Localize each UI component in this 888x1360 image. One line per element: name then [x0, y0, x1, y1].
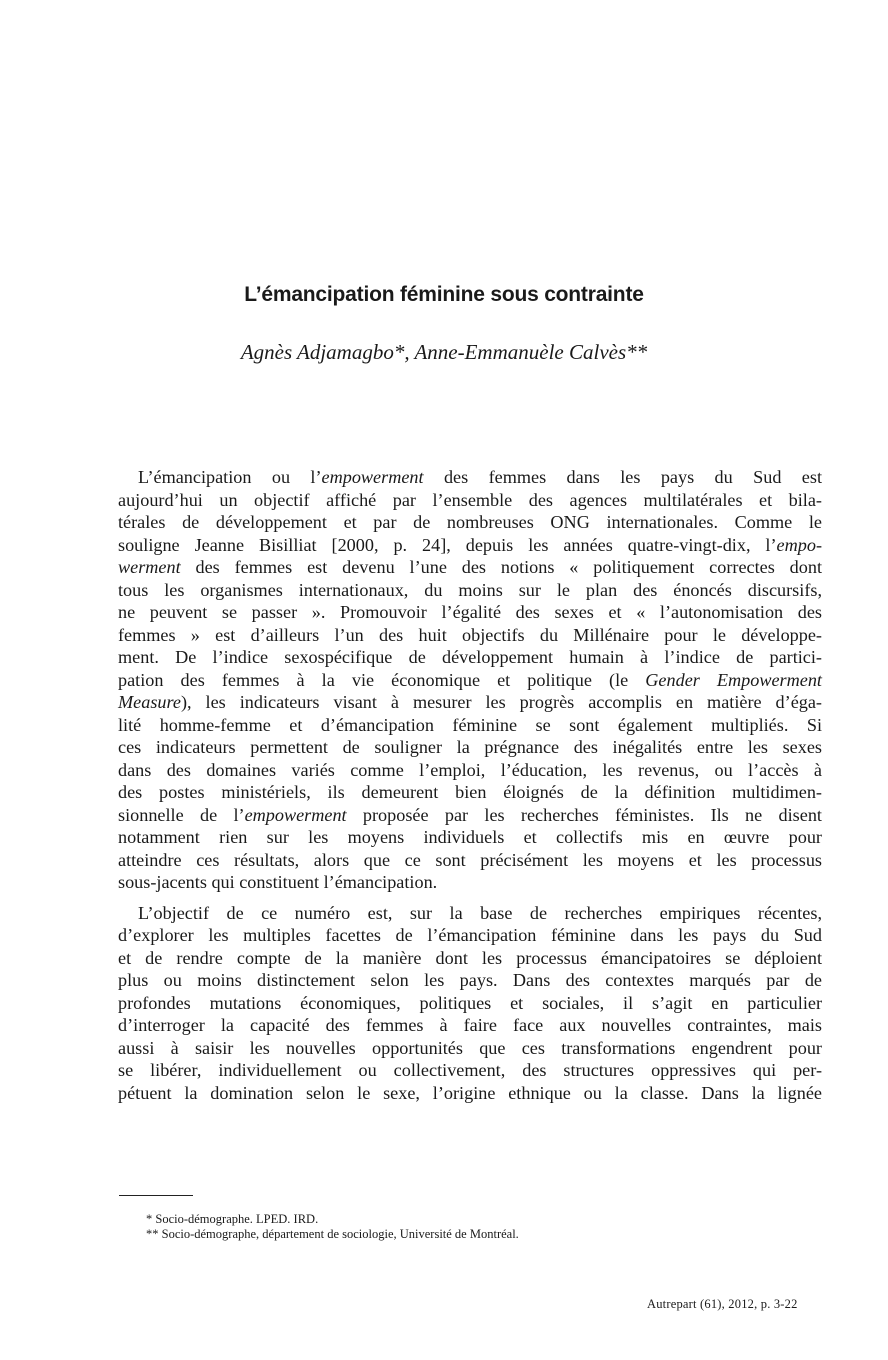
text-line: atteindre ces résultats, alors que ce sont précisément les moyens et les processus [118, 849, 822, 870]
article-authors: Agnès Adjamagbo*, Anne-Emmanuèle Calvès** [240, 340, 648, 364]
text-line: L’objectif de ce numéro est, sur la base de recherches empiriques récentes, [138, 902, 822, 923]
footnote-1: * Socio-démographe. LPED. IRD. [146, 1212, 319, 1226]
footnotes [146, 1212, 519, 1242]
text-line: plus ou moins distinctement selon les pays. Dans des contextes marqués par de [118, 970, 822, 990]
paragraph [118, 466, 822, 894]
text-line: des postes ministériels, ils demeurent bien éloignés de la définition multidimen- [118, 782, 822, 802]
text-line: pation des femmes à la vie économique et politique (le Gender Empowerment [118, 669, 822, 690]
text-line: aussi à saisir les nouvelles opportunités que ces transformations engendrent pour [118, 1037, 822, 1058]
text-line: notamment rien sur les moyens individuels et collectifs mis en œuvre pour [118, 827, 822, 847]
text-line: térales de développement et par de nombreuses ONG internationales. Comme le [118, 512, 822, 532]
footnote-2: ** Socio-démographe, département de sociologie, Université de Montréal. [146, 1227, 519, 1241]
text-line: femmes » est d’ailleurs l’un des huit objectifs du Millénaire pour le développe- [118, 624, 822, 645]
text-line: tous les organismes internationaux, du moins sur le plan des énoncés discursifs, [118, 579, 822, 600]
text-line: d’explorer les multiples facettes de l’émancipation féminine dans les pays du Sud [118, 925, 822, 945]
text-line: L’émancipation ou l’empowerment des femmes dans les pays du Sud est [138, 467, 823, 487]
journal-citation: Autrepart (61), 2012, p. 3-22 [647, 1297, 798, 1311]
text-line: souligne Jeanne Bisilliat [2000, p. 24], depuis les années quatre-vingt-dix, l’empo- [118, 534, 822, 555]
text-line: dans des domaines variés comme l’emploi, l’éducation, les revenus, ou l’accès à [118, 759, 822, 780]
text-line: lité homme-femme et d’émancipation féminine se sont également multipliés. Si [118, 714, 822, 735]
text-line: ne peuvent se passer ». Promouvoir l’égalité des sexes et « l’autonomisation des [118, 602, 822, 622]
text-line: Measure), les indicateurs visant à mesurer les progrès accomplis en matière d’éga- [118, 692, 822, 712]
text-line: sous-jacents qui constituent l’émancipation. [118, 872, 438, 892]
text-line: pétuent la domination selon le sexe, l’origine ethnique ou la classe. Dans la lignée [118, 1082, 822, 1103]
article-title: L’émancipation féminine sous contrainte [244, 283, 644, 306]
article-body [118, 466, 822, 1112]
text-line: d’interroger la capacité des femmes à faire face aux nouvelles contraintes, mais [118, 1015, 822, 1035]
text-line: et de rendre compte de la manière dont les processus émancipatoires se déploient [118, 947, 822, 968]
footnote-divider [119, 1195, 193, 1196]
paragraph [118, 902, 822, 1105]
text-line: ment. De l’indice sexospécifique de développement humain à l’indice de partici- [118, 647, 822, 667]
text-line: se libérer, individuellement ou collectivement, des structures oppressives qui per- [118, 1060, 822, 1080]
text-line: profondes mutations économiques, politiques et sociales, il s’agit en particulier [118, 992, 822, 1013]
text-line: ces indicateurs permettent de souligner la prégnance des inégalités entre les sexes [118, 737, 822, 757]
text-line: werment des femmes est devenu l’une des notions « politiquement correctes dont [118, 557, 822, 577]
text-line: sionnelle de l’empowerment proposée par les recherches féministes. Ils ne disent [118, 804, 822, 825]
text-line: aujourd’hui un objectif affiché par l’ensemble des agences multilatérales et bila- [118, 489, 822, 510]
